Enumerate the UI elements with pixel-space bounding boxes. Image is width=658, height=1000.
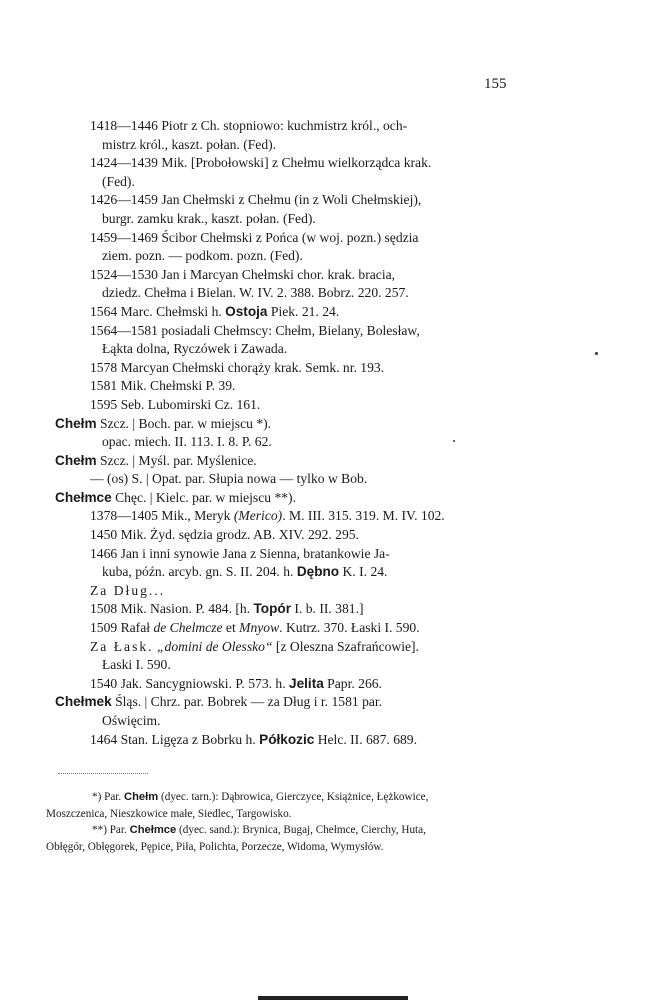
entry-line: (Fed). xyxy=(102,173,135,189)
entry-headword-line: Chełm Szcz. | Myśl. par. Myślenice. xyxy=(55,452,257,468)
entry-line: 1464 Stan. Ligęza z Bobrku h. Półkozic Helc. II. 687. 689. xyxy=(90,731,417,747)
entry-line: 1378—1405 Mik., Meryk (Merico). M. III. 315. 319. M. IV. 102. xyxy=(90,508,445,524)
entry-line: 1564—1581 posiadali Chełmscy: Chełm, Bielany, Bolesław, xyxy=(90,322,420,338)
entry-line: 1509 Rafał de Chelmcze et Mnyow. Kutrz. 370. Łaski I. 590. xyxy=(90,620,420,636)
entry-line: Za Dług... xyxy=(90,582,166,598)
entry-line: 1595 Seb. Lubomirski Cz. 161. xyxy=(90,396,261,412)
entry-line: 1459—1469 Ścibor Chełmski z Pońca (w woj. pozn.) sędzia xyxy=(90,229,419,245)
entry-line: Łąkta dolna, Ryczówek i Zawada. xyxy=(102,341,288,357)
entry-line: Łaski I. 590. xyxy=(102,657,171,673)
entry-line: mistrz król., kaszt. połan. (Fed). xyxy=(102,136,277,152)
entry-line: 1524—1530 Jan i Marcyan Chełmski chor. krak. bracia, xyxy=(90,266,396,282)
entry-line: ziem. pozn. — podkom. pozn. (Fed). xyxy=(102,248,303,264)
footnote-line: *) Par. Chełm (dyec. tarn.): Dąbrowica, Gierczyce, Książnice, Łężkowice, xyxy=(92,791,429,803)
speck xyxy=(595,352,598,355)
entry-line: 1508 Mik. Nasion. P. 484. [h. Topór I. b. II. 381.] xyxy=(90,601,364,617)
page-number: 155 xyxy=(484,76,507,92)
entry-line: Oświęcim. xyxy=(102,713,161,728)
entry-line: 1564 Marc. Chełmski h. Ostoja Piek. 21. 24. xyxy=(90,303,340,319)
entry-headword-line: Chełm Szcz. | Boch. par. w miejscu *). xyxy=(55,415,272,431)
entry-line: opac. miech. II. 113. I. 8. P. 62. xyxy=(102,434,272,450)
entry-line: 1540 Jak. Sancygniowski. P. 573. h. Jelita Papr. 266. xyxy=(90,675,382,691)
footnote-line: Moszczenica, Nieszkowice małe, Siedlec, Targowisko. xyxy=(46,807,292,820)
entry-line: 1466 Jan i inni synowie Jana z Sienna, bratankowie Ja- xyxy=(90,545,390,561)
entry-line: burgr. zamku krak., kaszt. połan. (Fed). xyxy=(102,210,316,226)
footnotes xyxy=(46,789,516,855)
dictionary-entries xyxy=(55,117,505,749)
entry-line: 1450 Mik. Żyd. sędzia grodz. AB. XIV. 292. 295. xyxy=(90,527,359,543)
entry-line: 1578 Marcyan Chełmski chorąży krak. Semk. nr. 193. xyxy=(90,359,385,375)
entry-line: — (os) S. | Opat. par. Słupia nowa — tylko w Bob. xyxy=(90,471,368,487)
footnote-line: Obłęgór, Obłęgorek, Pępice, Piła, Polichta, Porzecze, Widoma, Wymysłów. xyxy=(46,840,384,853)
entry-line: kuba, późn. arcyb. gn. S. II. 204. h. Dębno K. I. 24. xyxy=(102,564,388,580)
entry-line: 1581 Mik. Chełmski P. 39. xyxy=(90,378,236,394)
speck xyxy=(453,440,455,442)
entry-headword-line: Chełmce Chęc. | Kielc. par. w miejscu **). xyxy=(55,489,296,505)
footnote-line: **) Par. Chełmce (dyec. sand.): Brynica, Bugaj, Chełmce, Cierchy, Huta, xyxy=(92,824,426,836)
scan-edge-mark xyxy=(258,996,408,1000)
entry-line: Za Łask. „domini de Olessko“ [z Oleszna Szafrańcowie]. xyxy=(90,638,419,654)
entry-line: 1418—1446 Piotr z Ch. stopniowo: kuchmistrz król., och- xyxy=(90,118,408,133)
footnote-separator xyxy=(58,773,148,774)
entry-headword-line: Chełmek Śląs. | Chrz. par. Bobrek — za Dług i r. 1581 par. xyxy=(55,694,383,710)
entry-line: dziedz. Chełma i Bielan. W. IV. 2. 388. Bobrz. 220. 257. xyxy=(102,285,409,301)
entry-line: 1424—1439 Mik. [Probołowski] z Chełmu wielkorządca krak. xyxy=(90,155,432,171)
entry-line: 1426—1459 Jan Chełmski z Chełmu (in z Woli Chełmskiej), xyxy=(90,192,422,208)
